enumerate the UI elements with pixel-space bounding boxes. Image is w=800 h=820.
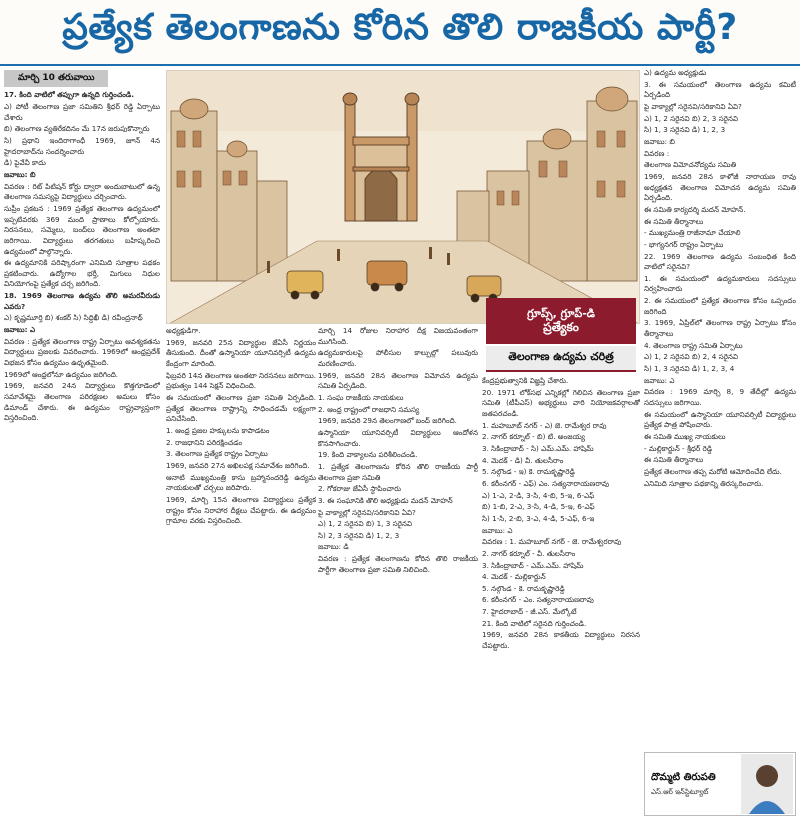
- headline: ప్రత్యేక తెలంగాణను కోరిన తొలి రాజకీయ పార్టీ?: [0, 0, 800, 66]
- paragraph: 2. నాగర్ కర్నూల్ - బి) టి. అంజయ్య: [482, 432, 585, 442]
- paragraph: 1969, జనవరి 28న కాళోజీ నారాయణ రావు అధ్యక్షతన తెలంగాణ విమోచన ఉద్యమ సమితి ఏర్పడింది.: [644, 171, 796, 203]
- paragraph: 1969, మార్చి 15న తెలంగాణ విద్యార్థులు ప్రత్యేక రాష్ట్రం కోసం నిరాహార దీక్షలు చేపట్టారు. ఈ ఉద్యమం గ్రామాల వరకు విస్తరించింది.: [166, 494, 316, 526]
- paragraph: 3. ఈ సమయంలో తెలంగాణ ఉద్యమ కమిటీ ఏర్పడింది: [644, 79, 796, 100]
- paragraph: ఎ) పోటీ తెలంగాణ ప్రజా సమితిని శ్రీధర్ రెడ్డి ఏర్పాటు చేశారు: [4, 101, 160, 122]
- paragraph: 1969, జనవరి 29న తెలంగాణలో బంద్ జరిగింది.: [318, 416, 457, 426]
- paragraph: 19. కింది వాక్యాలను పరిశీలించండి.: [318, 450, 418, 460]
- paragraph: 1. ఈ సమయంలో ఉద్యమకారులు సదస్సులు నిర్వహించారు: [644, 273, 796, 294]
- paragraph: జవాబు: ఎ: [482, 525, 513, 535]
- paragraph: ఎ) 1-ఎ, 2-డి, 3-సి, 4-బి, 5-ఇ, 6-ఎఫ్: [482, 490, 595, 500]
- paragraph: వివరణ : రిట్ పిటిషన్ కోర్టు ద్వారా అందుబాటులో ఉన్న తెలంగాణ సమస్యపై విద్యార్థులు చర్చించారు.: [4, 181, 160, 202]
- paragraph: ఎ) 1, 2 సరైనవి బి) 2, 3 సరైనవి: [644, 113, 739, 123]
- paragraph: 3. సికింద్రాబాద్ - ఎమ్.ఎమ్. హాషిమ్: [482, 560, 584, 570]
- paragraph: ఈ సమితి ముఖ్య నాయకులు: [644, 432, 726, 441]
- paragraph: సి) ప్రథాని ఇందిరాగాంధీ 1969, జూన్ 4న హైదరాబాద్‌ను సందర్శించారు: [4, 135, 160, 156]
- paragraph: జవాబు: ఎ: [4, 325, 36, 335]
- paragraph: అధ్యక్షుడిగా.: [166, 326, 201, 335]
- paragraph: 4. తెలంగాణ రాష్ట్ర సమితి ఏర్పాటు: [644, 340, 743, 350]
- paragraph: 1. ఆంధ్ర ప్రజల హక్కులను కాపాడటం: [166, 425, 270, 435]
- paragraph: 3. 1969, ఏప్రిల్‌లో తెలంగాణ రాష్ట్ర ఏర్పాటు కోసం తీర్మానాలు: [644, 318, 796, 339]
- paragraph: బి) తెలంగాణ వ్యతిరేకదినం మే 17న జరుపుకొన్నారు: [4, 124, 150, 134]
- charminar-illustration: [166, 70, 640, 324]
- paragraph: డి) పైవేవీ కాదు: [4, 158, 46, 168]
- paragraph: 3. సికింద్రాబాద్ - సి) ఎమ్.ఎమ్. హాషిమ్: [482, 443, 594, 453]
- paragraph: 21. కింది వాటిలో సరైనది గుర్తించండి.: [482, 618, 587, 628]
- paragraph: ఈ సమయంలో తెలంగాణ ప్రజా సమితి ఏర్పడింది. ప్రత్యేక తెలంగాణ రాష్ట్రాన్ని సాధించడమే లక్ష్యంగా పనిచేసింది.: [166, 392, 316, 424]
- author-photo-icon: [741, 754, 793, 814]
- paragraph: 1969, జనవరి 27న అఖిలపక్ష సమావేశం జరిగింది.: [166, 460, 310, 470]
- paragraph: 6. కరీంనగర్ - ఎఫ్) ఎం. సత్యనారాయణరావు: [482, 478, 610, 488]
- paragraph: 2. ఆంధ్ర రాష్ట్రంలో రాజధాని సమస్య: [318, 404, 420, 414]
- paragraph: వివరణ : 1969 మార్చి 8, 9 తేదీల్లో ఉద్యమ సదస్సులు జరిగాయి.: [644, 387, 796, 408]
- paragraph: 22. 1969 తెలంగాణ ఉద్యమ సంబంధిత కింది వాటిలో సరైనవి?: [644, 251, 796, 272]
- paragraph: 1969, జనవరి 25న విద్యార్థుల జేఏసీ నిర్ణయం తీసుకుంది. దీంతో ఉస్మానియా యూనివర్సిటీ ఉద్యమ కేంద్రంగా మారింది.: [166, 337, 316, 368]
- paragraph: వివరణ :: [644, 148, 670, 158]
- article-column-5: [644, 68, 796, 748]
- paragraph: 2. రాజధానిని పరిరక్షించడం: [166, 437, 243, 447]
- paragraph: సుప్రీం ప్రకటన : 1969 ప్రత్యేక తెలంగాణ ఉద్యమంలో ఇప్పటివరకు 369 మంది ప్రాణాలు కోల్పోయారు. నిరసనలు, సమ్మెలు, బంద్‌లు తెలంగాణ అంతటా జరిగాయి. విద్యార్థులు తరగతులు బహిష్కరించి ఉద్యమంలో పాల్గొన్నారు.: [4, 203, 160, 256]
- paragraph: 1. మహబూబ్ నగర్ - ఎ) జె. రామేశ్వర రావు: [482, 420, 607, 430]
- paragraph: ఈ ఉద్యమానికి పరిష్కారంగా ఎనిమిది సూత్రాల పథకం ప్రకటించారు. ఉద్యోగాల భర్తీ, మిగులు నిధుల వినియోగంపై ప్రత్యేక చర్చ జరిగింది.: [4, 258, 160, 289]
- paragraph: 2. గోకరాజు జేఏసీ స్థాపించారు: [318, 484, 401, 494]
- section-label: తెలంగాణ ఉద్యమ చరిత్ర: [486, 346, 636, 372]
- paragraph: తెలంగాణ విమోచనోద్యమ సమితి: [644, 160, 737, 170]
- author-name: దొమ్మటి తిరుపతి: [651, 771, 716, 783]
- paragraph: 1. సంఘ రాజకీయ నాయకులు: [318, 392, 404, 402]
- paragraph: జవాబు: ఎ: [644, 375, 675, 385]
- paragraph: 6. కరీంనగర్ - ఎం. సత్యనారాయణరావు: [482, 595, 594, 605]
- paragraph: 17. కింది వాటిలో తప్పుగా ఉన్నది గుర్తించండి.: [4, 90, 134, 100]
- paragraph: ఉద్యమకారులపై పోలీసుల కాల్పుల్లో పలువురు మరణించారు.: [318, 348, 478, 368]
- paragraph: సి) 1, 3 సరైనవి డి) 1, 2, 3, 4: [644, 364, 735, 374]
- paragraph: ఎ) కృష్ణమూర్తి బి) శంకర్ సి) సిద్ధిఖీ డి) రవీంద్రనాథ్: [4, 313, 143, 323]
- author-box: [644, 752, 796, 816]
- paragraph: ఈ సమితి తీర్మానాలు: [644, 455, 704, 465]
- paragraph: 18. 1969 తెలంగాణ ఉద్యమ తొలి అమరవీరుడు ఎవరు?: [4, 291, 160, 311]
- paragraph: సి) 1-సి, 2-బి, 3-ఎ, 4-డి, 5-ఎఫ్, 6-ఇ: [482, 513, 595, 523]
- paragraph: ఉస్మానియా యూనివర్సిటీ విద్యార్థులు ఆందోళన కొనసాగించారు.: [318, 427, 478, 448]
- paragraph: వివరణ : ప్రత్యేక తెలంగాణను కోరిన తొలి రాజకీయ పార్టీగా తెలంగాణ ప్రజా సమితి నిలిచింది.: [318, 554, 478, 574]
- paragraph: ప్రత్యేక తెలంగాణ తప్ప మరోటి ఆమోదించేది లేదు.: [644, 466, 782, 476]
- paragraph: ఈ సమితి కార్యదర్శి మదన్ మోహన్.: [644, 204, 746, 214]
- paragraph: 2. ఈ సమయంలో ప్రత్యేక తెలంగాణ కోసం ఒప్పందం జరిగింది: [644, 296, 796, 316]
- paragraph: 20. 1971 లోక్‌సభ ఎన్నికల్లో గెలిచిన తెలంగాణ ప్రజా సమితి (టీపీఎస్) అభ్యర్థులు వారి నియోజకవర్గాలతో జతపరచండి.: [482, 387, 640, 418]
- paragraph: జవాబు: డి: [318, 542, 349, 552]
- paragraph: పై వాక్యాల్లో సరైనవి/సరికానివి ఏవి?: [644, 101, 742, 111]
- paragraph: 1969, జనవరి 28న తెలంగాణ విమోచన ఉద్యమ సమితి ఏర్పడింది.: [318, 370, 478, 391]
- paragraph: పై వాక్యాల్లో సరైనవి/సరికానివి ఏవి?: [318, 507, 416, 517]
- paragraph: ఆనాటి ముఖ్యమంత్రి కాసు బ్రహ్మానందరెడ్డి ఉద్యమ నాయకులతో చర్చలు జరిపారు.: [166, 472, 316, 493]
- paragraph: 1. ప్రత్యేక తెలంగాణను కోరిన తొలి రాజకీయ పార్టీ తెలంగాణ ప్రజా సమితి: [318, 461, 478, 482]
- charminar-sketch: [167, 71, 640, 324]
- paragraph: - మల్లికార్జున్ - శ్రీధర్ రెడ్డి: [644, 443, 713, 453]
- paragraph: ఎ) 1, 2 సరైనవి బి) 1, 3 సరైనవి: [318, 519, 413, 529]
- paragraph: 4. మెదక్ - మల్లికార్జున్: [482, 572, 546, 582]
- banner-line-1: గ్రూప్స్, గ్రూప్-డి: [527, 306, 595, 320]
- paragraph: ఈ సమితి తీర్మానాలు: [644, 216, 704, 226]
- author-text: [645, 771, 741, 798]
- paragraph: మార్చి 14 రోజుల నిరాహార దీక్ష విజయవంతంగా ముగిసింది.: [318, 326, 478, 346]
- banner-line-2: ప్రత్యేకం: [543, 320, 579, 335]
- article-column-3: [318, 326, 478, 816]
- paragraph: వివరణ : ప్రత్యేక తెలంగాణ రాష్ట్ర ఏర్పాటు ఆవశ్యకతను విద్యార్థులు ప్రజలకు వివరించారు. 1969లో ఆంధ్రప్రదేశ్ విభజన కోసం ఉద్యమం ఉధృతమైంది.: [4, 336, 160, 368]
- paragraph: - ముఖ్యమంత్రి రాజీనామా చేయాలి: [644, 228, 741, 238]
- paragraph: 5. నల్గొండ - కె. రామకృష్ణారెడ్డి: [482, 583, 565, 593]
- paragraph: ఎనిమిది సూత్రాల పథకాన్ని తిరస్కరించారు.: [644, 478, 764, 488]
- author-role: ఎస్.ఆర్ ఇన్‌స్టిట్యూట్: [651, 787, 709, 796]
- paragraph: ఎ) ఉద్యమ అధ్యక్షుడు: [644, 68, 707, 77]
- paragraph: జవాబు: బి: [4, 169, 36, 179]
- paragraph: ఈ సమయంలో ఉస్మానియా యూనివర్సిటీ విద్యార్థులు ప్రత్యేక పాత్ర పోషించారు.: [644, 409, 796, 430]
- paragraph: సి) 1, 3 సరైనవి డి) 1, 2, 3: [644, 125, 726, 135]
- paragraph: 1969, జనవరి 28న కాకతీయ విద్యార్థులు నిరసన చేపట్టారు.: [482, 630, 640, 651]
- article-column-1: [4, 70, 160, 818]
- paragraph: కేంద్రప్రభుత్వానికి విజ్ఞప్తి చేశారు.: [482, 376, 569, 385]
- paragraph: సి) 2, 3 సరైనవి డి) 1, 2, 3: [318, 530, 400, 540]
- paragraph: 1969లో ఆంధ్రలోనూ ఉద్యమం జరిగింది.: [4, 369, 119, 379]
- article-column-4: [482, 376, 640, 816]
- paragraph: 1969, జనవరి 24న విద్యార్థులు కొత్తగూడెంలో సమావేశమై తెలంగాణ పరిరక్షణల అమలు కోసం డిమాండ్ చేశారు. ఈ ఉద్యమం రాష్ట్రవ్యాప్తంగా విస్తరించింది.: [4, 381, 160, 423]
- paragraph: 3. తెలంగాణ ప్రత్యేక రాష్ట్రం ఏర్పాటు: [166, 449, 268, 459]
- paragraph: 5. నల్గొండ - ఇ) కె. రామకృష్ణారెడ్డి: [482, 467, 575, 477]
- paragraph: ఎ) 1, 2 సరైనవి బి) 2, 4 సరైనవి: [644, 352, 739, 362]
- column-1-body: [4, 90, 160, 424]
- paragraph: 7. హైదరాబాద్ - జీ.ఎస్. మేల్కోటే: [482, 607, 577, 617]
- groups-special-banner: [486, 298, 636, 344]
- paragraph: జవాబు: బి: [644, 136, 675, 146]
- paragraph: 3. ఈ సంఘానికి తొలి అధ్యక్షుడు మదన్ మోహన్: [318, 495, 453, 505]
- paragraph: బి) 1-బి, 2-ఎ, 3-సి, 4-డి, 5-ఇ, 6-ఎఫ్: [482, 502, 595, 512]
- paragraph: 4. మెదక్ - డి) వీ. తులసీరాం: [482, 455, 564, 465]
- date-tag: మార్చి 10 తరువాయి: [4, 70, 108, 87]
- paragraph: 2. నాగర్ కర్నూల్ - వీ. తులసీరాం: [482, 548, 576, 558]
- paragraph: - భాగ్యనగర్ రాష్ట్రం ఏర్పాటు: [644, 239, 724, 249]
- article-column-2: [166, 326, 316, 816]
- paragraph: ఫిబ్రవరి 14న తెలంగాణ అంతటా నిరసనలు జరిగాయి. ప్రభుత్వం 144 సెక్షన్ విధించింది.: [166, 370, 316, 391]
- paragraph: వివరణ : 1. మహబూబ్ నగర్ - జె. రామేశ్వరరావు: [482, 537, 622, 547]
